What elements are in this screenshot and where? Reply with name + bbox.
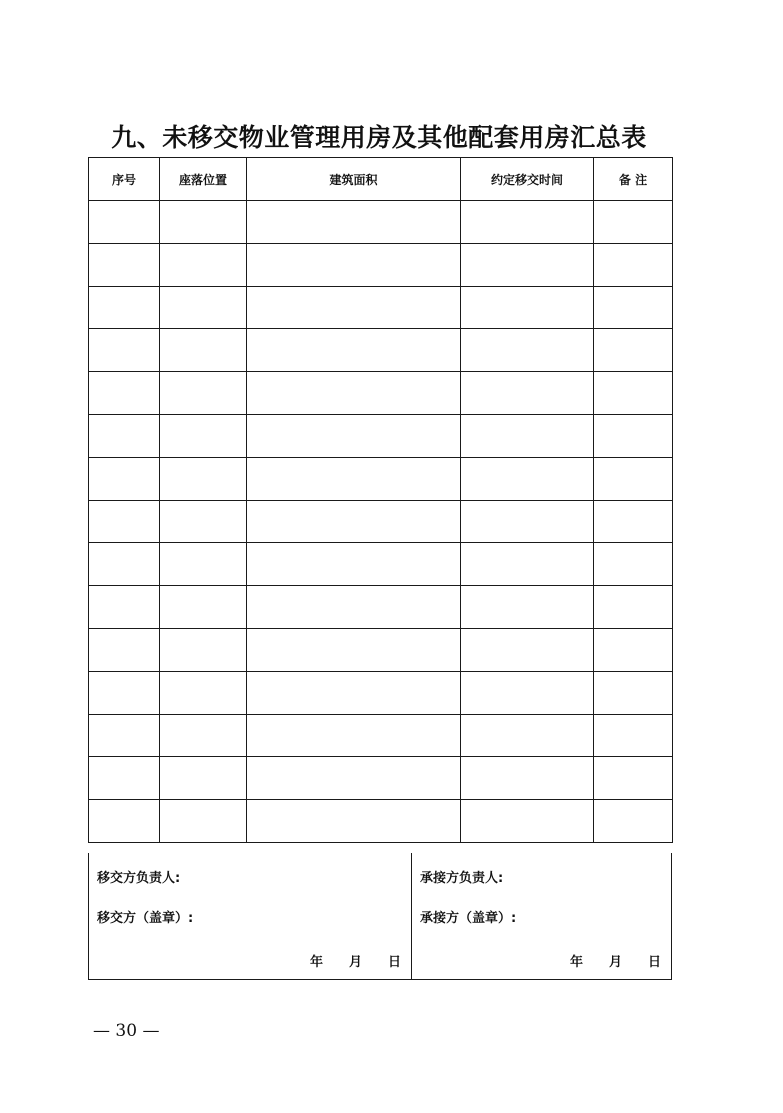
receiving-date-day: 日: [647, 955, 661, 970]
table-cell: [461, 286, 594, 329]
table-cell: [461, 243, 594, 286]
table-cell: [594, 500, 673, 543]
table-cell: [89, 414, 160, 457]
table-cell: [594, 671, 673, 714]
table-cell: [89, 243, 160, 286]
table-cell: [160, 628, 247, 671]
table-cell: [247, 543, 461, 586]
receiving-seal-label: 承接方（盖章）:: [420, 911, 517, 926]
table-cell: [461, 714, 594, 757]
table-row: [89, 372, 673, 415]
table-cell: [247, 372, 461, 415]
table-cell: [89, 286, 160, 329]
handover-date-year: 年: [309, 955, 323, 970]
table-cell: [247, 201, 461, 244]
table-row: [89, 500, 673, 543]
table-cell: [160, 457, 247, 500]
summary-table: [88, 157, 673, 843]
table-cell: [160, 414, 247, 457]
table-cell: [89, 714, 160, 757]
col-header-location: 座落位置: [160, 158, 247, 201]
table-cell: [160, 243, 247, 286]
table-cell: [247, 628, 461, 671]
table-row: [89, 714, 673, 757]
table-row: [89, 543, 673, 586]
table-cell: [461, 414, 594, 457]
table-cell: [89, 757, 160, 800]
table-cell: [594, 757, 673, 800]
table-cell: [89, 372, 160, 415]
table-cell: [247, 671, 461, 714]
table-cell: [247, 586, 461, 629]
table-cell: [461, 500, 594, 543]
table-cell: [594, 414, 673, 457]
table-cell: [594, 714, 673, 757]
table-cell: [247, 329, 461, 372]
signature-area: [88, 853, 672, 980]
table-cell: [89, 628, 160, 671]
table-cell: [461, 201, 594, 244]
table-cell: [461, 586, 594, 629]
table-cell: [160, 372, 247, 415]
table-cell: [160, 586, 247, 629]
col-header-handover-time: 约定移交时间: [461, 158, 594, 201]
table-cell: [461, 457, 594, 500]
table-cell: [594, 628, 673, 671]
table-cell: [247, 414, 461, 457]
table-row: [89, 329, 673, 372]
table-header-row: [89, 158, 673, 201]
table-cell: [594, 457, 673, 500]
table-cell: [594, 329, 673, 372]
table-cell: [461, 329, 594, 372]
col-header-remarks: 备 注: [594, 158, 673, 201]
table-cell: [160, 714, 247, 757]
table-cell: [247, 714, 461, 757]
receiving-responsible-label: 承接方负责人:: [420, 871, 504, 886]
table-cell: [594, 800, 673, 843]
table-row: [89, 800, 673, 843]
table-row: [89, 586, 673, 629]
table-cell: [160, 671, 247, 714]
table-row: [89, 414, 673, 457]
table-cell: [594, 372, 673, 415]
table-row: [89, 671, 673, 714]
table-cell: [247, 243, 461, 286]
table-cell: [461, 372, 594, 415]
table-cell: [461, 671, 594, 714]
table-cell: [160, 543, 247, 586]
table-cell: [594, 586, 673, 629]
col-header-serial: 序号: [89, 158, 160, 201]
table-cell: [461, 543, 594, 586]
table-cell: [160, 329, 247, 372]
table-cell: [461, 757, 594, 800]
table-cell: [247, 800, 461, 843]
receiving-party-section: [412, 853, 671, 979]
page-number: — 30 —: [93, 1021, 160, 1041]
table-cell: [160, 201, 247, 244]
table-cell: [160, 500, 247, 543]
table-body: [89, 201, 673, 843]
table-row: [89, 457, 673, 500]
handover-responsible-label: 移交方负责人:: [97, 871, 181, 886]
table-cell: [89, 500, 160, 543]
handover-date-day: 日: [387, 955, 401, 970]
table-cell: [89, 201, 160, 244]
table-row: [89, 243, 673, 286]
col-header-floor-area: 建筑面积: [247, 158, 461, 201]
table-cell: [594, 543, 673, 586]
handover-date: [310, 951, 401, 970]
table-cell: [160, 757, 247, 800]
table-cell: [89, 329, 160, 372]
receiving-date: [570, 951, 661, 970]
page-title: 九、未移交物业管理用房及其他配套用房汇总表: [111, 123, 647, 152]
table-cell: [89, 457, 160, 500]
receiving-date-year: 年: [569, 955, 583, 970]
receiving-date-month: 月: [608, 955, 622, 970]
handover-party-section: [89, 853, 412, 979]
table-cell: [160, 800, 247, 843]
handover-seal-label: 移交方（盖章）:: [97, 911, 194, 926]
table-cell: [461, 628, 594, 671]
table-cell: [160, 286, 247, 329]
table-cell: [594, 286, 673, 329]
table-cell: [247, 286, 461, 329]
table-cell: [89, 543, 160, 586]
table-cell: [247, 757, 461, 800]
table-cell: [461, 800, 594, 843]
table-cell: [247, 457, 461, 500]
table-cell: [594, 201, 673, 244]
table-cell: [89, 671, 160, 714]
table-cell: [89, 586, 160, 629]
table-row: [89, 628, 673, 671]
table-row: [89, 286, 673, 329]
table-row: [89, 201, 673, 244]
table-cell: [89, 800, 160, 843]
table-cell: [594, 243, 673, 286]
handover-date-month: 月: [348, 955, 362, 970]
table-row: [89, 757, 673, 800]
table-cell: [247, 500, 461, 543]
